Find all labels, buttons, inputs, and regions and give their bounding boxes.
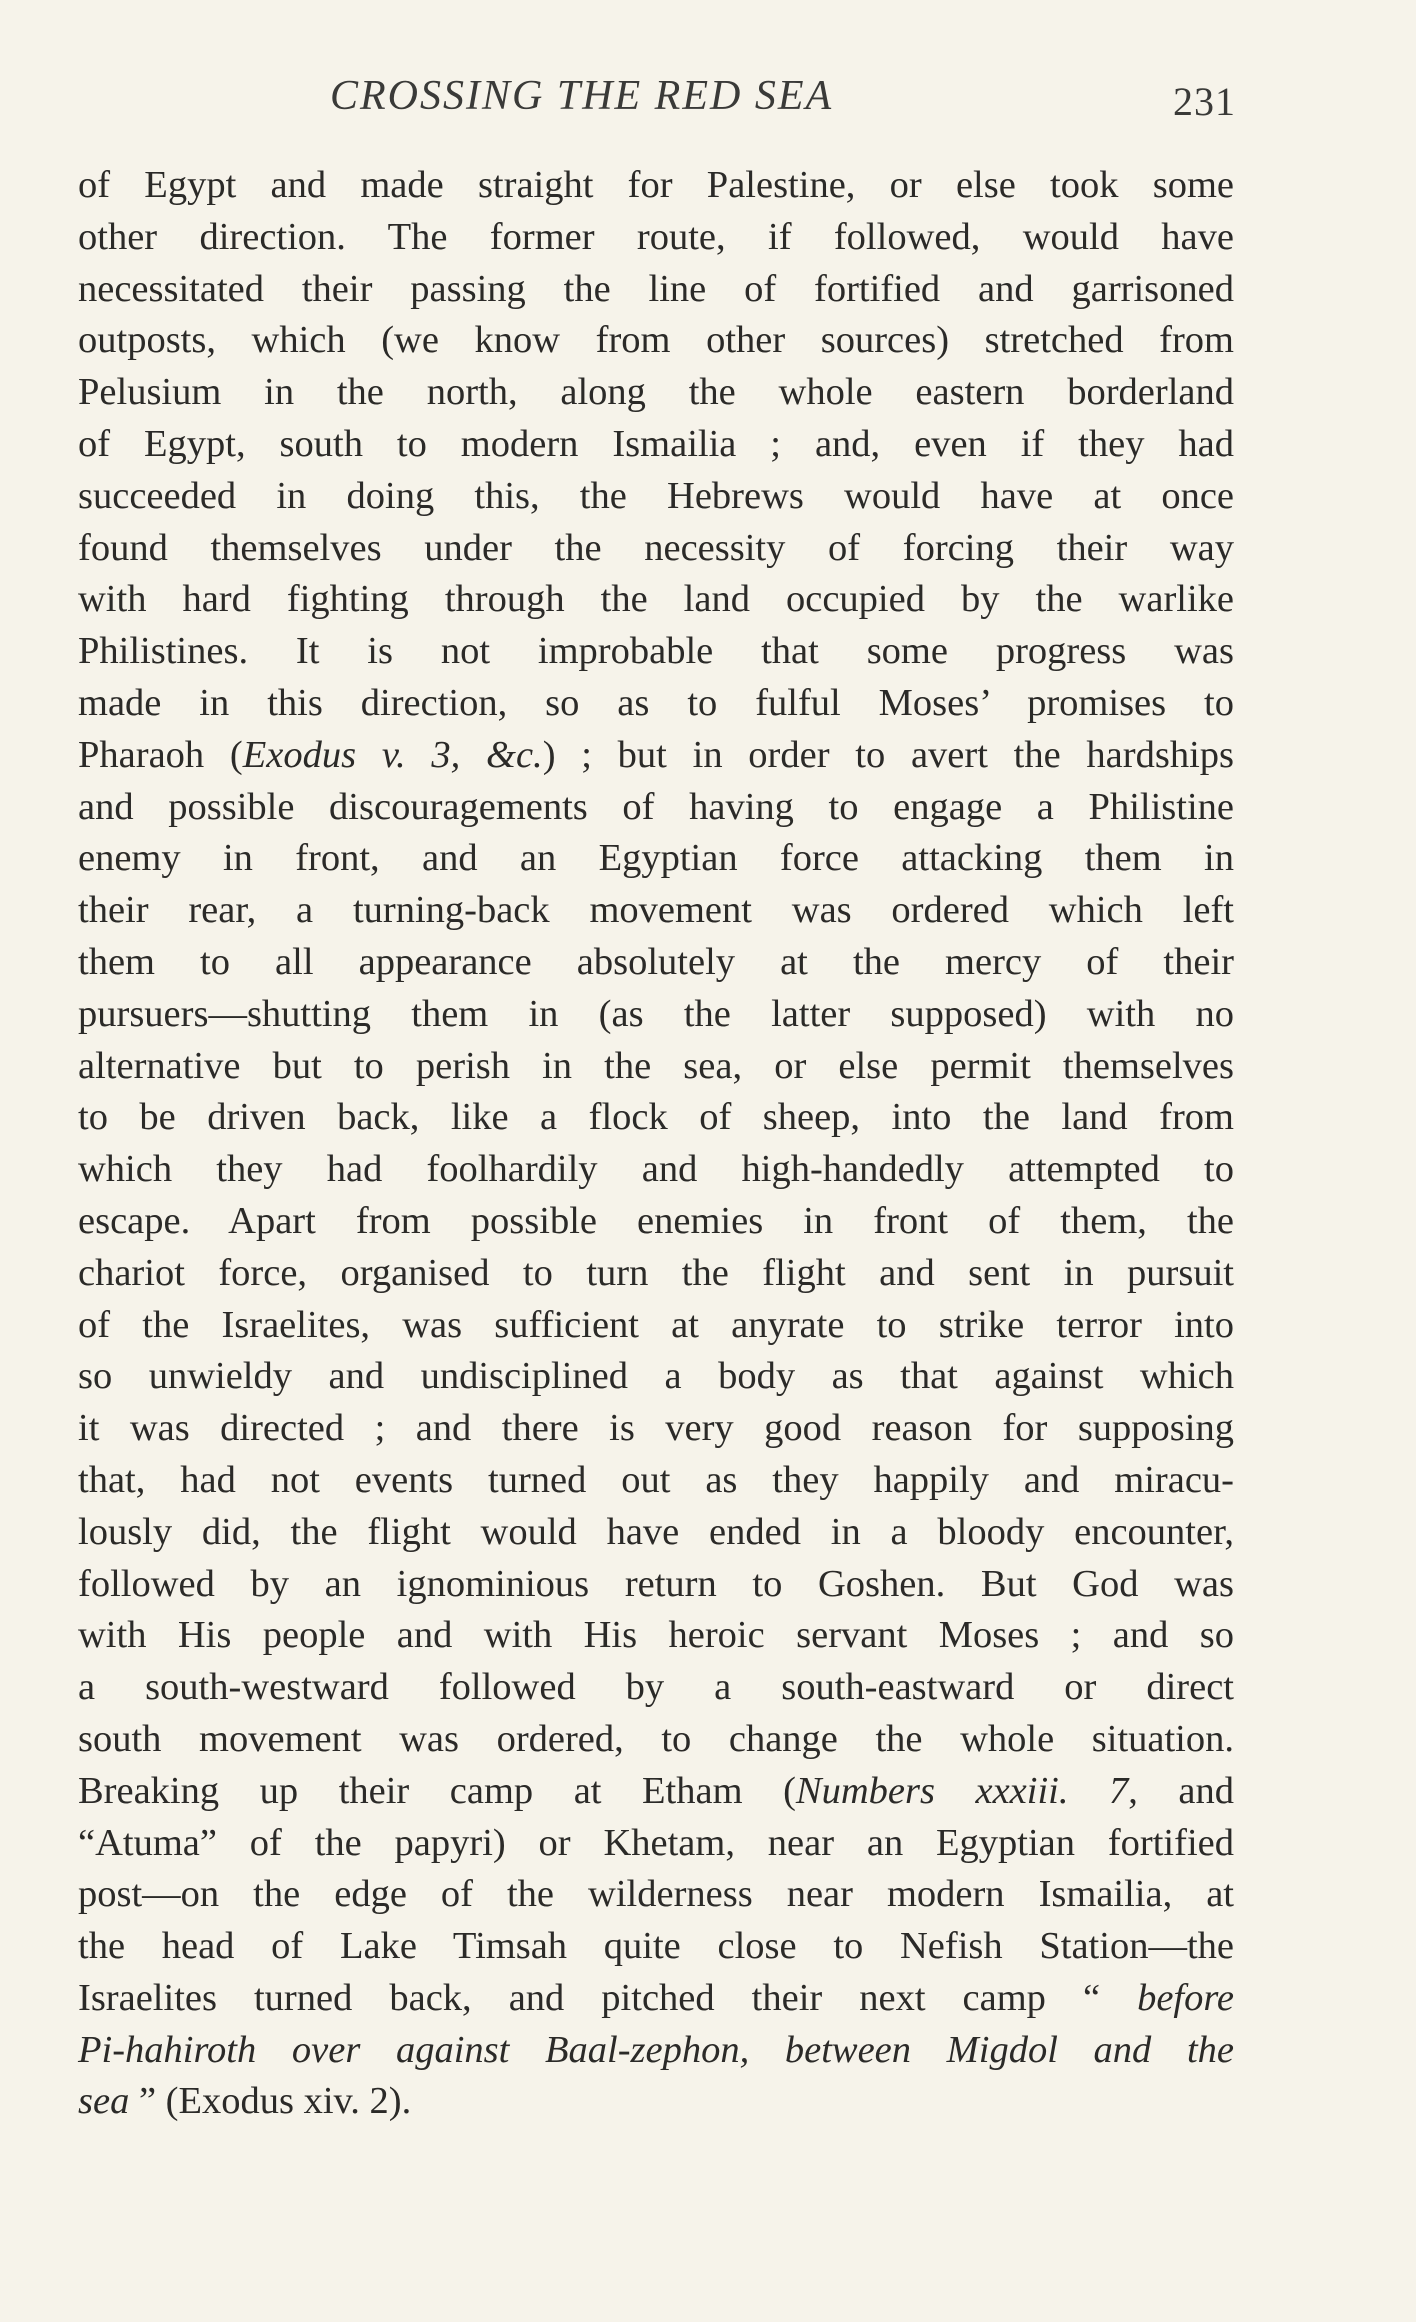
text-line	[78, 1248, 1234, 1300]
text-run: “Atuma” of the papyri) or Khetam, near an Egyptian fortified	[78, 1821, 1234, 1864]
text-line	[78, 1507, 1234, 1559]
text-run: pursuers—shutting them in (as the latter supposed) with no	[78, 992, 1234, 1035]
text-run: it was directed ; and there is very good reason for supposing	[78, 1407, 1234, 1450]
italic-text: sea	[78, 2080, 130, 2123]
text-line	[78, 1662, 1234, 1714]
text-run: of the Israelites, was sufficient at anyrate to strike terror into	[78, 1303, 1234, 1346]
text-line	[78, 1610, 1234, 1662]
text-line	[78, 1300, 1234, 1352]
text-run: alternative but to perish in the sea, or else permit themselves	[78, 1044, 1234, 1087]
text-line	[78, 782, 1234, 834]
text-run: made in this direction, so as to fulful Moses’ promises to	[78, 681, 1234, 724]
text-line	[78, 160, 1234, 212]
running-title: CROSSING THE RED SEA	[330, 73, 834, 119]
italic-text: Pi-hahiroth over against Baal-zephon, between Migdol and the	[78, 2028, 1234, 2071]
text-run: south movement was ordered, to change the whole situation.	[78, 1717, 1234, 1760]
text-line	[78, 833, 1234, 885]
text-line	[78, 315, 1234, 367]
text-line	[78, 2076, 1234, 2128]
text-line	[78, 626, 1234, 678]
italic-text: Numbers xxxiii. 7	[795, 1769, 1129, 1812]
text-line	[78, 471, 1234, 523]
text-line	[78, 1144, 1234, 1196]
italic-text: before	[1137, 1976, 1234, 2019]
text-line	[78, 1559, 1234, 1611]
text-line	[78, 730, 1234, 782]
text-line	[78, 1351, 1234, 1403]
text-run: with hard fighting through the land occupied by the warlike	[78, 578, 1234, 621]
text-run: Pharaoh (	[78, 733, 243, 776]
text-line	[78, 1818, 1234, 1870]
text-line	[78, 419, 1234, 471]
running-head	[0, 72, 1416, 128]
text-run: so unwieldy and undisciplined a body as that against which	[78, 1355, 1234, 1398]
text-run: escape. Apart from possible enemies in front of them, the	[78, 1199, 1234, 1242]
text-line	[78, 989, 1234, 1041]
text-run: necessitated their passing the line of fortified and garrisoned	[78, 267, 1234, 310]
text-line	[78, 1041, 1234, 1093]
text-line	[78, 264, 1234, 316]
text-run: to be driven back, like a flock of sheep, into the land from	[78, 1096, 1234, 1139]
text-line	[78, 574, 1234, 626]
text-run: Breaking up their camp at Etham (	[78, 1769, 796, 1812]
text-line	[78, 1403, 1234, 1455]
text-run: with His people and with His heroic servant Moses ; and so	[78, 1614, 1234, 1657]
text-line	[78, 2025, 1234, 2077]
text-run: of Egypt, south to modern Ismailia ; and, even if they had	[78, 422, 1234, 465]
text-run: other direction. The former route, if followed, would have	[78, 215, 1234, 258]
text-line	[78, 885, 1234, 937]
text-run: which they had foolhardily and high-handedly attempted to	[78, 1148, 1234, 1191]
text-run: found themselves under the necessity of forcing their way	[78, 526, 1234, 569]
page-number: 231	[1173, 79, 1236, 124]
text-line	[78, 1921, 1234, 1973]
text-run: followed by an ignominious return to Goshen. But God was	[78, 1562, 1234, 1605]
text-run: lously did, the flight would have ended in a bloody encounter,	[78, 1510, 1234, 1553]
text-run: that, had not events turned out as they happily and miracu-	[78, 1458, 1234, 1501]
text-line	[78, 1092, 1234, 1144]
text-line	[78, 1455, 1234, 1507]
text-run: and possible discouragements of having to engage a Philistine	[78, 785, 1234, 828]
text-line	[78, 937, 1234, 989]
text-run: their rear, a turning-back movement was ordered which left	[78, 889, 1234, 932]
text-line	[78, 1973, 1234, 2025]
text-run: , and	[1128, 1769, 1235, 1812]
text-line	[78, 367, 1234, 419]
text-line	[78, 1196, 1234, 1248]
text-line	[78, 523, 1234, 575]
text-line	[78, 1869, 1234, 1921]
text-run: chariot force, organised to turn the flight and sent in pursuit	[78, 1251, 1234, 1294]
text-run: the head of Lake Timsah quite close to Nefish Station—the	[78, 1925, 1234, 1968]
text-run: post—on the edge of the wilderness near modern Ismailia, at	[78, 1873, 1234, 1916]
text-run: of Egypt and made straight for Palestine, or else took some	[78, 164, 1234, 206]
text-run: a south-westward followed by a south-eastward or direct	[78, 1666, 1234, 1709]
text-run: enemy in front, and an Egyptian force attacking them in	[78, 837, 1234, 880]
text-run: Philistines. It is not improbable that some progress was	[78, 630, 1234, 673]
text-run: succeeded in doing this, the Hebrews would have at once	[78, 474, 1234, 517]
text-line	[78, 678, 1234, 730]
text-run: ” (Exodus xiv. 2).	[129, 2080, 412, 2123]
text-run: outposts, which (we know from other sources) stretched from	[78, 319, 1234, 362]
text-line	[78, 1714, 1234, 1766]
text-line	[78, 212, 1234, 264]
text-run: ) ; but in order to avert the hardships	[542, 733, 1235, 776]
text-line	[78, 1766, 1234, 1818]
text-run: them to all appearance absolutely at the mercy of their	[78, 940, 1234, 983]
text-run: Pelusium in the north, along the whole eastern borderland	[78, 371, 1234, 414]
text-run: Israelites turned back, and pitched their next camp “	[78, 1976, 1138, 2019]
italic-text: Exodus v. 3, &c.	[242, 733, 543, 776]
body-paragraph	[78, 160, 1234, 2128]
